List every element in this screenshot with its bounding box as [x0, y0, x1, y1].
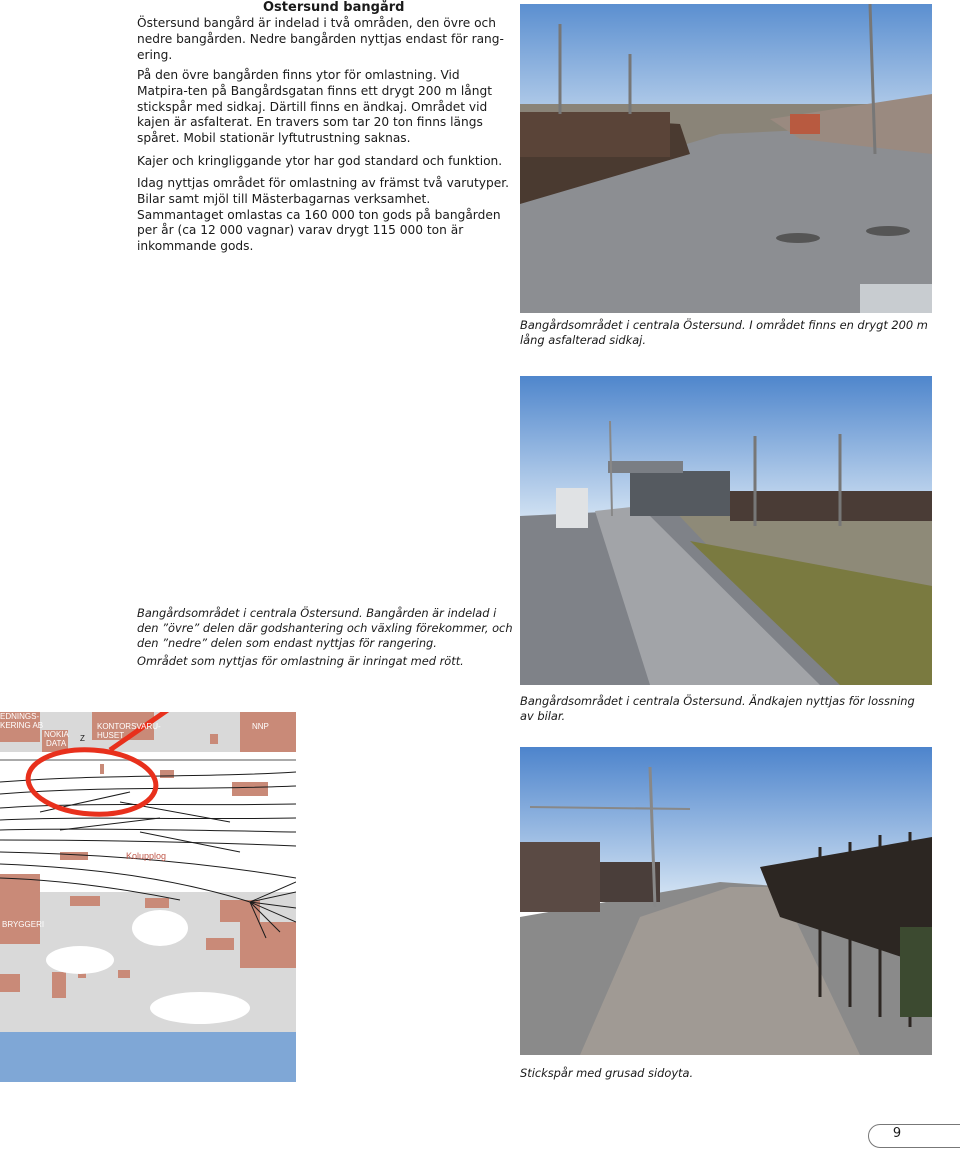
map-label-kontor-2: HUSET — [97, 731, 125, 740]
map-label-ledningskering-2: KERING AB — [0, 721, 44, 730]
photo-end-platform — [520, 376, 932, 685]
paragraph-1: Östersund bangård är indelad i två områden, den övre och nedre bangården. Nedre bangården nyttjas endast för rang-ering. — [137, 16, 504, 62]
photo-paved-sidkaj — [520, 4, 932, 313]
map-caption-1: Bangårdsområdet i centrala Östersund. Bangården är indelad i den ”övre” delen där godshantering och växling förekommer, och den ”nedre” delen som endast nyttjas för rangering. — [137, 606, 513, 650]
photo3-caption: Stickspår med grusad sidoyta. — [520, 1066, 694, 1080]
paragraph-3: Kajer och kringliggande ytor har god standard och funktion. — [137, 154, 503, 168]
page-number: 9 — [892, 1126, 902, 1141]
photo1-caption: Bangårdsområdet i centrala Östersund. I området finns en drygt 200 m lång asfalterad sidkaj. — [520, 318, 928, 347]
map-label-ledningskering-1: EDNINGS- — [0, 712, 40, 721]
map-label-z: Z — [80, 734, 85, 743]
map-label-nokia-2: DATA — [46, 739, 67, 748]
section-heading: Östersund bangård — [263, 0, 405, 15]
map-label-kontor-1: KONTORSVARU- — [97, 722, 161, 731]
map-label-nokia-1: NOKIA — [44, 730, 69, 739]
map-label-nnp: NNP — [252, 722, 269, 731]
map-label-kolupplog: Kolupplog — [126, 851, 167, 861]
photo2-caption: Bangårdsområdet i centrala Östersund. Ändkajen nyttjas för lossning av bilar. — [520, 694, 915, 723]
map-label-bryggeri: BRYGGERI — [2, 920, 45, 929]
rail-yard-map — [0, 712, 296, 1082]
photo-gravel-siding — [520, 747, 932, 1055]
paragraph-4: Idag nyttjas området för omlastning av främst två varutyper. Bilar samt mjöl till Mästerbagarnas verksamhet. Sammantaget omlastas ca 160 000 ton gods på bangården per år (ca 12 000 vagnar) varav drygt 115 000 ton är inkommande gods. — [137, 176, 510, 254]
map-caption-2: Området som nyttjas för omlastning är inringat med rött. — [137, 654, 464, 668]
paragraph-2: På den övre bangården finns ytor för omlastning. Vid Matpira-ten på Bangårdsgatan finns ett drygt 200 m långt stickspår med sidkaj. Därtill finns en ändkaj. Området vid kajen är asfalterat. En travers som tar 20 ton finns längs spåret. Mobil stationär lyftutrustning saknas. — [137, 68, 493, 146]
